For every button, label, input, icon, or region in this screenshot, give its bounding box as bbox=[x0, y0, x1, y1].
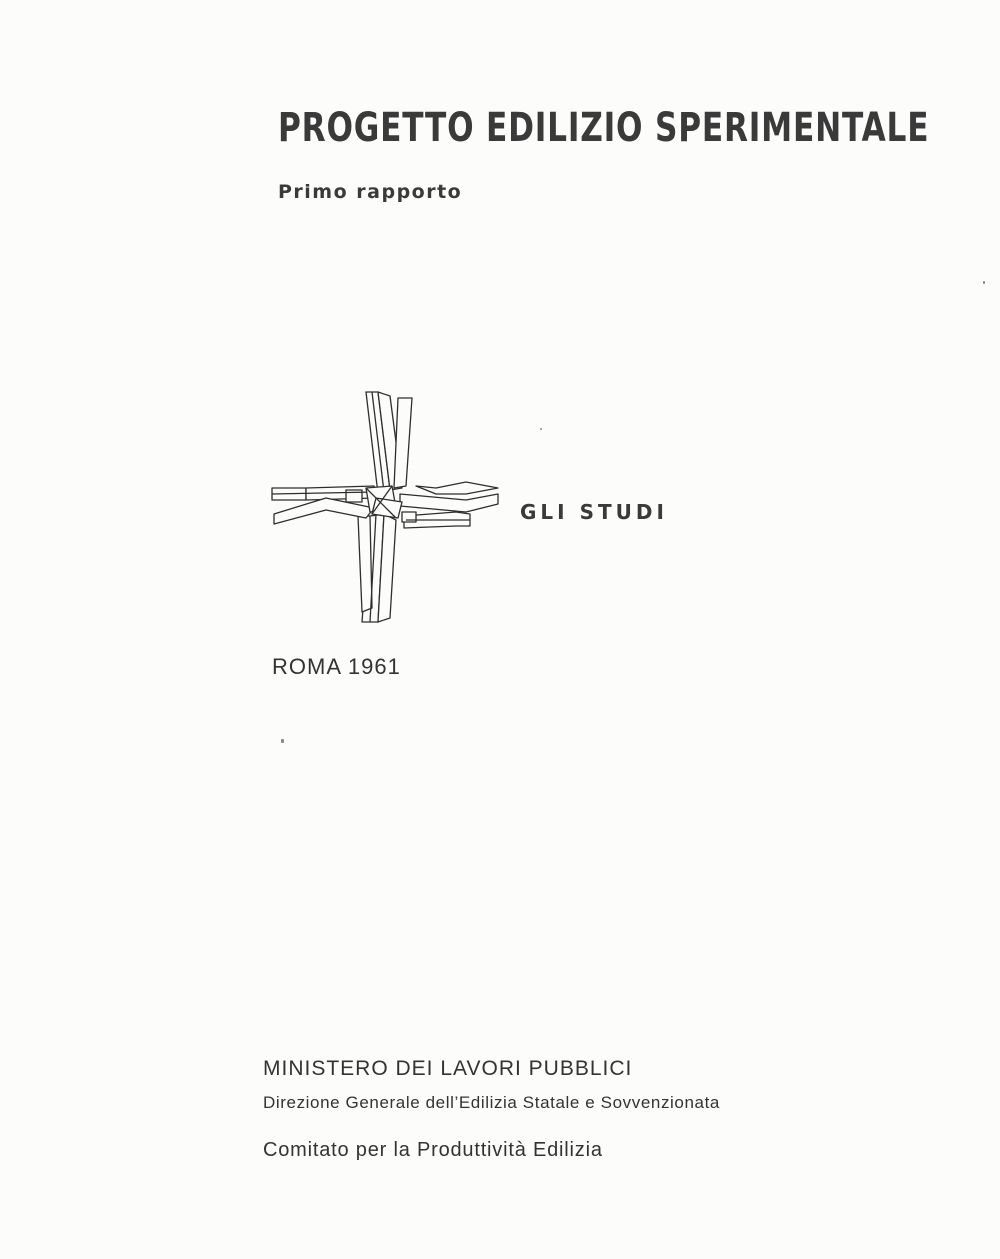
document-title: PROGETTO EDILIZIO SPERIMENTALE bbox=[278, 105, 930, 151]
publisher-committee: Comitato per la Produttività Edilizia bbox=[263, 1139, 603, 1161]
paper-speck bbox=[983, 281, 985, 284]
publisher-directorate: Direzione Generale dell’Edilizia Statale e Sovvenzionata bbox=[263, 1093, 720, 1112]
paper-speck bbox=[540, 428, 542, 430]
place-and-date: ROMA 1961 bbox=[272, 654, 401, 679]
document-subtitle: Primo rapporto bbox=[278, 181, 463, 203]
series-label: GLI STUDI bbox=[520, 500, 668, 524]
intersecting-beams-emblem-icon bbox=[266, 390, 506, 630]
publisher-ministry: MINISTERO DEI LAVORI PUBBLICI bbox=[263, 1057, 633, 1080]
paper-speck bbox=[281, 739, 284, 743]
